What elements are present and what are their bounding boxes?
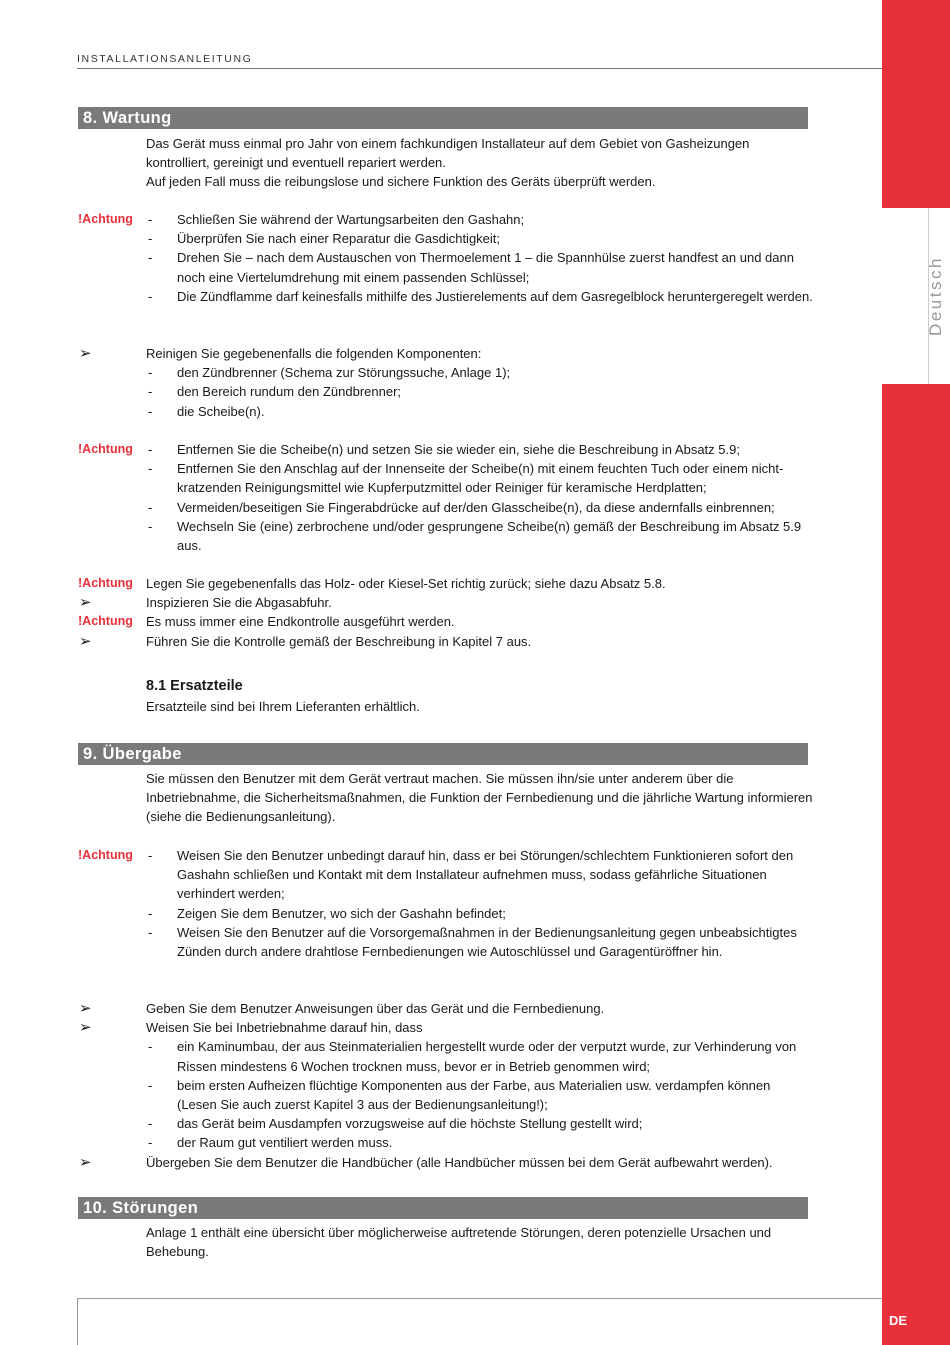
- header-divider: [77, 68, 882, 69]
- dash-icon: -: [148, 403, 153, 419]
- dash-icon: -: [148, 1135, 153, 1151]
- arrow-bullet-icon: ➢: [79, 345, 92, 362]
- document-header: INSTALLATIONSANLEITUNG: [77, 53, 253, 65]
- section-heading-stoerungen: 10. Störungen: [78, 1197, 808, 1219]
- list-item: Entfernen Sie den Anschlag auf der Innenseite der Scheibe(n) mit einem feuchten Tuch oder einem nicht-kratzenden Reinigungsmittel wie Kupferputzmittel oder Reiniger für keramische Herdplatten;: [177, 461, 784, 496]
- language-code: DE: [888, 1313, 908, 1328]
- dash-icon: -: [148, 384, 153, 400]
- dash-icon: -: [148, 288, 153, 304]
- cleaning-block: [78, 344, 813, 421]
- list-item: Übergeben Sie dem Benutzer die Handbücher (alle Handbücher müssen bei dem Gerät aufbewahrt werden).: [146, 1154, 773, 1170]
- arrow-bullet-icon: ➢: [79, 594, 92, 612]
- dash-icon: -: [148, 365, 153, 381]
- list-item: Weisen Sie bei Inbetriebnahme darauf hin, dass: [146, 1020, 423, 1036]
- list-item: Vermeiden/beseitigen Sie Fingerabdrücke auf der/den Glasscheibe(n), da diese andernfalls einbrennen;: [177, 499, 775, 515]
- list-item: beim ersten Aufheizen flüchtige Komponenten aus der Farbe, aus Materialien usw. verdampfen können (Lesen Sie auch zuerst Kapitel 3 aus der Bedienungsanleitung!);: [177, 1077, 771, 1113]
- warning-icon: !Achtung: [78, 442, 133, 456]
- list-item: Legen Sie gegebenenfalls das Holz- oder Kiesel-Set richtig zurück; siehe dazu Absatz 5.8.: [146, 576, 666, 591]
- dash-icon: -: [148, 1039, 153, 1055]
- arrow-bullet-icon: ➢: [79, 632, 92, 650]
- section-heading-uebergabe: 9. Übergabe: [78, 743, 808, 765]
- dash-icon: -: [148, 461, 153, 477]
- section-intro-uebergabe: Sie müssen den Benutzer mit dem Gerät vertraut machen. Sie müssen ihn/sie unter anderem über die Inbetriebnahme, die Sicherheitsmaßnahmen, die Funktion der Fernbedienung und die jährliche Wartung informieren (siehe die Bedienungsanleitung).: [146, 771, 813, 825]
- final-checks-block: [78, 574, 813, 651]
- language-badge: [882, 1300, 950, 1345]
- arrow-bullet-icon: ➢: [79, 1153, 92, 1171]
- dash-icon: -: [148, 848, 153, 863]
- warning-icon: !Achtung: [78, 212, 133, 226]
- list-item: Weisen Sie den Benutzer unbedingt darauf hin, dass er bei Störungen/schlechtem Funktionieren sofort den Gashahn schließen und Kontakt mit dem Installateur aufnehmen muss, sodass gefährliche Situationen verhindert werden;: [177, 848, 794, 902]
- side-tab-bottom: [882, 384, 950, 1345]
- warning-block-handover: [78, 846, 813, 961]
- list-item: ein Kaminumbau, der aus Steinmaterialien hergestellt wurde oder der verputzt wurde, zur Verhinderung von Rissen mindestens 6 Wochen trocknen muss, bevor er in Betrieb genommen wird;: [177, 1039, 797, 1074]
- list-item: Entfernen Sie die Scheibe(n) und setzen Sie sie wieder ein, siehe die Beschreibung in Absatz 5.9;: [177, 442, 740, 457]
- list-item: Die Zündflamme darf keinesfalls mithilfe des Justierelements auf dem Gasregelblock heruntergeregelt werden.: [177, 288, 813, 304]
- section-intro-stoerungen: Anlage 1 enthält eine übersicht über möglicherweise auftretende Störungen, deren potenzielle Ursachen und Behebung.: [146, 1225, 772, 1260]
- list-item: Führen Sie die Kontrolle gemäß der Beschreibung in Kapitel 7 aus.: [146, 633, 532, 649]
- language-tab-label: Deutsch: [926, 256, 945, 336]
- warning-icon: !Achtung: [78, 614, 133, 629]
- list-item: Schließen Sie während der Wartungsarbeiten den Gashahn;: [177, 212, 525, 227]
- list-item: Überprüfen Sie nach einer Reparatur die Gasdichtigkeit;: [177, 231, 501, 247]
- arrow-bullet-icon: ➢: [79, 1000, 92, 1017]
- section-heading-wartung: 8. Wartung: [78, 107, 808, 129]
- dash-icon: -: [148, 231, 153, 247]
- list-item: Wechseln Sie (eine) zerbrochene und/oder gesprungene Scheibe(n) gemäß der Beschreibung im Absatz 5.9 aus.: [177, 518, 802, 554]
- list-item: den Zündbrenner (Schema zur Störungssuche, Anlage 1);: [177, 365, 511, 381]
- dash-icon: -: [148, 1077, 153, 1093]
- dash-icon: -: [148, 924, 153, 940]
- arrow-bullet-icon: ➢: [79, 1019, 92, 1037]
- section-intro-wartung: [146, 134, 816, 192]
- paragraph: Auf jeden Fall muss die reibungslose und sichere Funktion des Geräts überprüft werden.: [146, 174, 656, 190]
- list-item: Weisen Sie den Benutzer auf die Vorsorgemaßnahmen in der Bedienungsanleitung gegen unbeabsichtigtes Zünden durch andere drahtlose Fernbedienungen wie Autoschlüssel und Garagentüröffner hin.: [177, 924, 797, 960]
- dash-icon: -: [148, 905, 153, 921]
- dash-icon: -: [148, 212, 153, 227]
- list-item: Reinigen Sie gegebenenfalls die folgenden Komponenten:: [146, 346, 482, 361]
- paragraph: Ersatzteile sind bei Ihrem Lieferanten erhältlich.: [146, 699, 420, 714]
- dash-icon: -: [148, 1116, 153, 1132]
- subsection-heading-ersatzteile: 8.1 Ersatzteile: [146, 678, 243, 694]
- list-item: Geben Sie dem Benutzer Anweisungen über das Gerät und die Fernbedienung.: [146, 1001, 605, 1016]
- side-tab-top: [882, 0, 950, 208]
- list-item: Drehen Sie – nach dem Austauschen von Thermoelement 1 – die Spannhülse zuerst handfest an und dann noch eine Viertelumdrehung mit einem passenden Schlüssel;: [177, 250, 794, 285]
- list-item: Es muss immer eine Endkontrolle ausgeführt werden.: [146, 614, 455, 630]
- list-item: die Scheibe(n).: [177, 403, 265, 419]
- list-item: den Bereich rundum den Zündbrenner;: [177, 384, 402, 400]
- warning-block-glass: [78, 440, 813, 555]
- dash-icon: -: [148, 518, 153, 534]
- warning-icon: !Achtung: [78, 848, 133, 862]
- warning-icon: !Achtung: [78, 576, 133, 590]
- list-item: der Raum gut ventiliert werden muss.: [177, 1135, 393, 1151]
- dash-icon: -: [148, 499, 153, 515]
- list-item: das Gerät beim Ausdampfen vorzugsweise auf die höchste Stellung gestellt wird;: [177, 1116, 643, 1132]
- list-item: Zeigen Sie dem Benutzer, wo sich der Gashahn befindet;: [177, 905, 506, 921]
- list-item: Inspizieren Sie die Abgasabfuhr.: [146, 595, 332, 611]
- dash-icon: -: [148, 250, 153, 266]
- warning-block-maintenance: [78, 210, 813, 306]
- footer-vertical-divider: [77, 1298, 78, 1345]
- dash-icon: -: [148, 442, 153, 457]
- instructions-block: [78, 999, 813, 1172]
- paragraph: Das Gerät muss einmal pro Jahr von einem fachkundigen Installateur auf dem Gebiet von Gasheizungen kontrolliert, gereinigt und eventuell repariert werden.: [146, 136, 750, 171]
- footer-divider: [77, 1298, 882, 1299]
